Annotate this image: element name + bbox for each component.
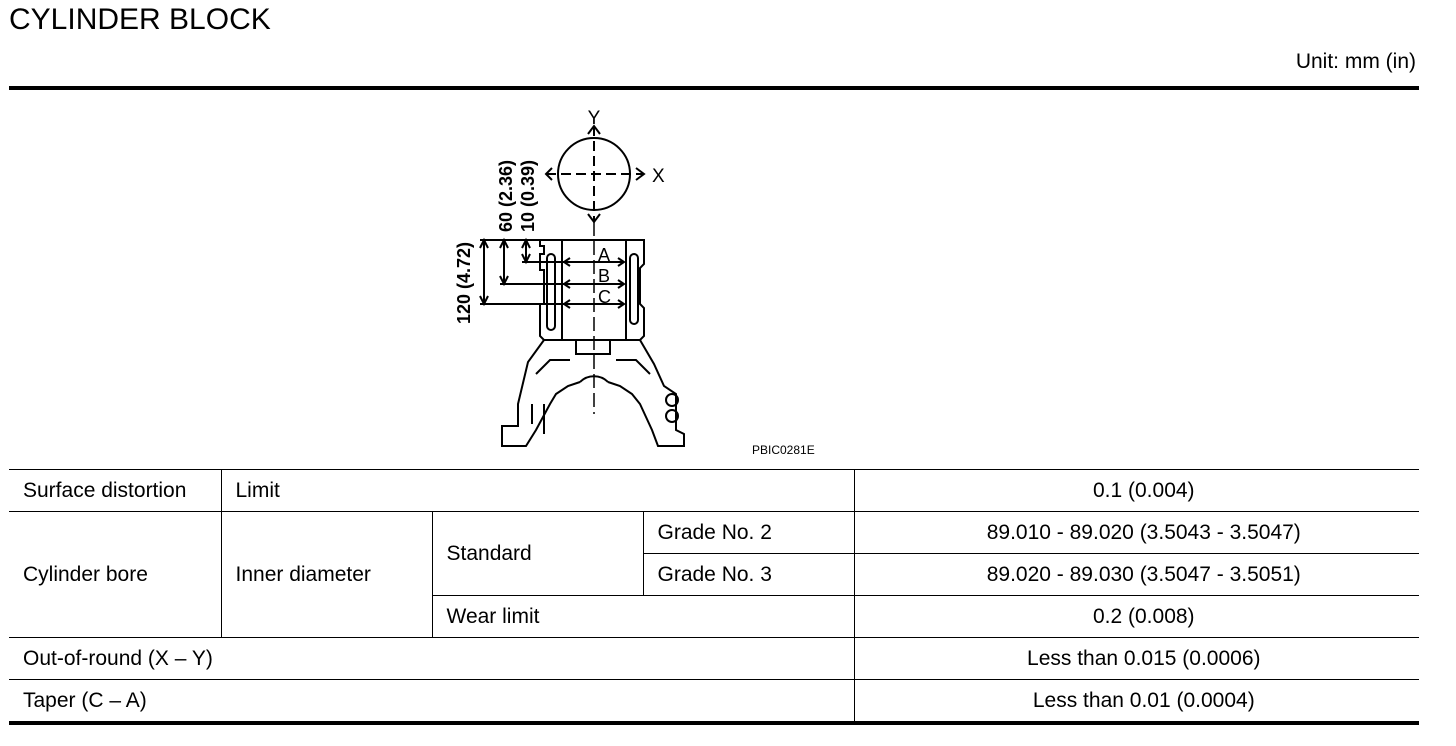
row-sublabel: Inner diameter bbox=[221, 512, 432, 638]
spec-table bbox=[9, 469, 1419, 725]
y-axis-label: Y bbox=[587, 108, 601, 129]
row-grade: Grade No. 2 bbox=[643, 512, 854, 554]
dim-120-label: 120 (4.72) bbox=[454, 241, 474, 324]
row-label: Taper (C – A) bbox=[9, 680, 854, 724]
bore-top-view bbox=[546, 126, 644, 222]
label-b: B bbox=[598, 266, 611, 286]
label-c: C bbox=[598, 287, 611, 307]
page-title: CYLINDER BLOCK bbox=[9, 3, 271, 36]
row-grade: Grade No. 3 bbox=[643, 554, 854, 596]
table-row bbox=[9, 680, 1419, 724]
row-value: 89.020 - 89.030 (3.5047 - 3.5051) bbox=[854, 554, 1419, 596]
table-row bbox=[9, 638, 1419, 680]
row-value: Less than 0.01 (0.0004) bbox=[854, 680, 1419, 724]
label-a: A bbox=[598, 245, 611, 265]
header-rule bbox=[9, 86, 1419, 90]
row-value: 0.1 (0.004) bbox=[854, 470, 1419, 512]
dim-10-label: 10 (0.39) bbox=[518, 159, 538, 232]
row-value: 0.2 (0.008) bbox=[854, 596, 1419, 638]
unit-label: Unit: mm (in) bbox=[1295, 50, 1416, 73]
dim-60-label: 60 (2.36) bbox=[496, 159, 516, 232]
table-row bbox=[9, 470, 1419, 512]
row-value: Less than 0.015 (0.0006) bbox=[854, 638, 1419, 680]
cylinder-block-diagram bbox=[440, 104, 860, 464]
block-section bbox=[502, 240, 684, 446]
x-axis-label: X bbox=[652, 166, 665, 187]
row-value: 89.010 - 89.020 (3.5043 - 3.5047) bbox=[854, 512, 1419, 554]
figure-code: PBIC0281E bbox=[752, 443, 815, 457]
row-sublabel: Wear limit bbox=[432, 596, 854, 638]
row-label: Out-of-round (X – Y) bbox=[9, 638, 854, 680]
row-label: Surface distortion bbox=[9, 470, 221, 512]
row-sublabel: Limit bbox=[221, 470, 854, 512]
row-sublabel: Standard bbox=[432, 512, 643, 596]
row-label: Cylinder bore bbox=[9, 512, 221, 638]
table-row bbox=[9, 512, 1419, 554]
